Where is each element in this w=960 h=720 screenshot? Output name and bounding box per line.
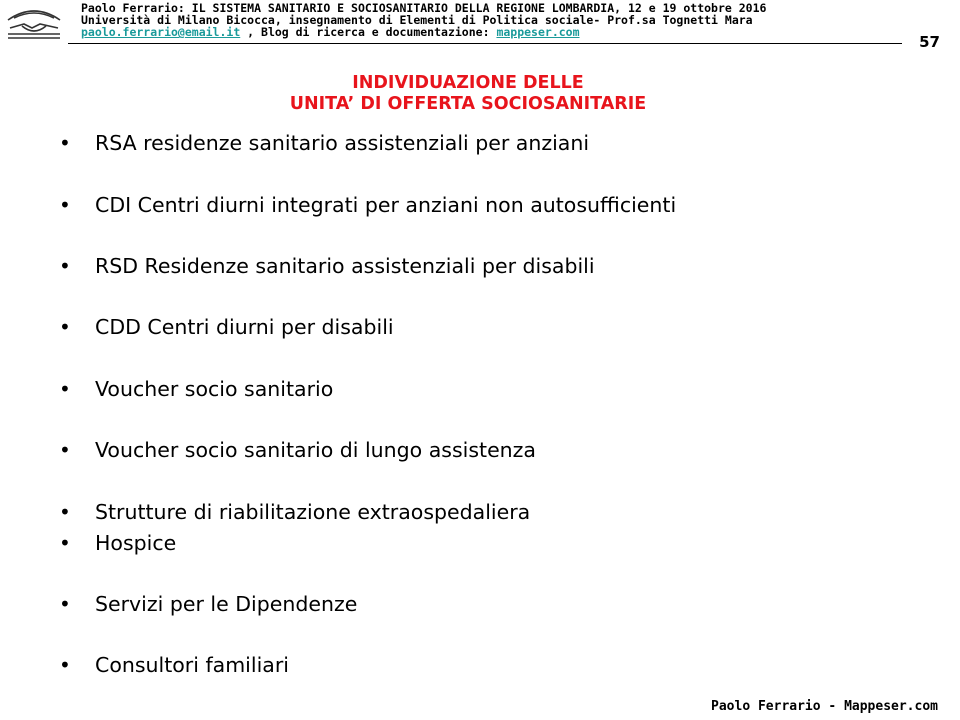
bullet-dot-icon: • [59,500,71,524]
list-item-text: CDI Centri diurni integrati per anziani non autosufficienti [95,193,677,217]
list-item [59,653,289,677]
list-item-text: Consultori familiari [95,653,289,677]
bullet-dot-icon: • [59,254,71,278]
header-line-1: Paolo Ferrario: IL SISTEMA SANITARIO E SOCIOSANITARIO DELLA REGIONE LOMBARDIA, 12 e 19 ottobre 2016 [81,1,767,15]
list-item [59,315,394,339]
bullet-dot-icon: • [59,438,71,462]
email-link[interactable]: paolo.ferrario@email.it [81,25,241,39]
blog-link[interactable]: mappeser.com [496,25,580,39]
list-item-text: Hospice [95,531,177,555]
list-item [59,131,590,155]
title-line-1: INDIVIDUAZIONE DELLE [352,73,584,93]
list-item [59,254,595,278]
list-item [59,592,358,616]
page-number: 57 [919,33,940,51]
list-item [59,438,536,462]
bullet-dot-icon: • [59,531,71,555]
title-line-2: UNITA’ DI OFFERTA SOCIOSANITARIE [289,94,647,114]
list-item [59,531,177,555]
header-line-2: Università di Milano Bicocca, insegnamento di Elementi di Politica sociale- Prof.sa Tognetti Mara [81,13,753,27]
bullet-dot-icon: • [59,131,71,155]
list-item [59,377,334,401]
list-item-text: Servizi per le Dipendenze [95,592,358,616]
list-item-text: RSD Residenze sanitario assistenziali per disabili [95,254,595,278]
list-item-text: CDD Centri diurni per disabili [95,315,394,339]
list-item-text: Voucher socio sanitario di lungo assistenza [95,438,536,462]
list-item-text: Voucher socio sanitario [95,377,334,401]
blog-label: , Blog di ricerca e documentazione: [240,25,497,39]
list-item [59,500,531,524]
bullet-dot-icon: • [59,592,71,616]
bullet-dot-icon: • [59,377,71,401]
bullet-dot-icon: • [59,315,71,339]
list-item-text: Strutture di riabilitazione extraospedaliera [95,500,531,524]
list-item [59,193,677,217]
bullet-dot-icon: • [59,653,71,677]
list-item-text: RSA residenze sanitario assistenziali per anziani [95,131,590,155]
footer-credit: Paolo Ferrario - Mappeser.com [711,699,938,714]
bullet-dot-icon: • [59,193,71,217]
